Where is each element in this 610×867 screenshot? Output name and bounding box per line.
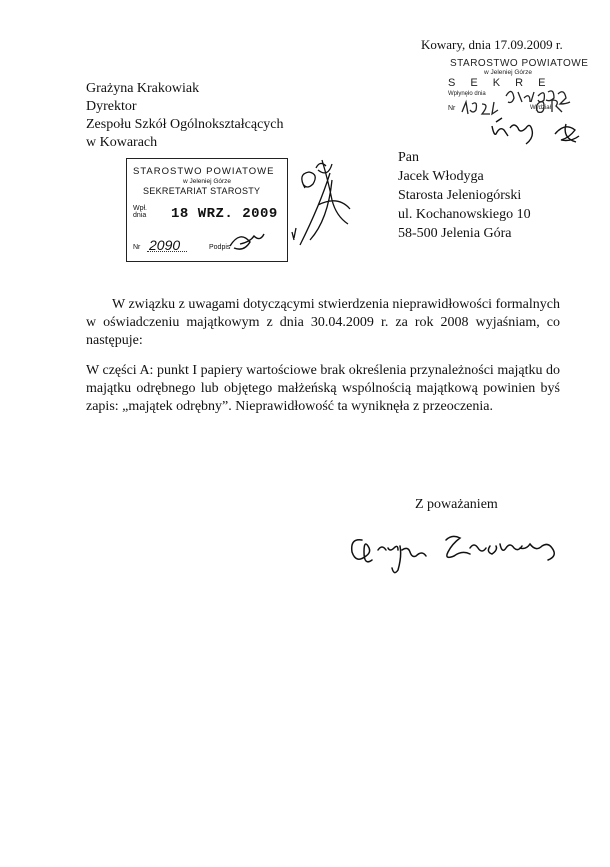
stamp-box-subtitle: w Jeleniej Górze — [183, 178, 232, 185]
body-paragraph-2: W części A: punkt I papiery wartościowe brak określenia przynależności majątku do majątku odrębnego lub objętego małżeńską wspólnością majątkową powinien byś zapis: „majątek odrębny”. Nieprawidłowość ta wyniknęła z przeoczenia. — [86, 363, 560, 414]
place-date: Kowary, dnia 17.09.2009 r. — [421, 37, 563, 52]
sender-name: Grażyna Krakowiak — [86, 81, 200, 96]
sender-city: w Kowarach — [86, 135, 158, 150]
recipient-postal-city: 58-500 Jelenia Góra — [398, 226, 512, 241]
stamp-box-nr-label: Nr — [133, 244, 141, 251]
stamp-top-sekretariat: S E K R E — [448, 77, 552, 89]
stamp-top-received-label: Wpłynęło dnia — [448, 91, 486, 97]
decree-scribble — [292, 160, 350, 245]
recipient-salutation: Pan — [398, 150, 419, 165]
stamp-box-signature-label: Podpis — [209, 244, 231, 251]
body-paragraph-1: W związku z uwagami dotyczącymi stwierdzenia nieprawidłowości formalnych w oświadczeniu majątkowym z dnia 30.04.2009 r. za rok 2008 wyjaśniam, co następuje: — [86, 297, 560, 348]
stamp-box-wpl-label: Wpł. — [133, 205, 147, 212]
decree-initials — [492, 118, 579, 144]
stamp-top-title: STAROSTWO POWIATOWE — [450, 58, 589, 69]
stamp-top-nr-label: Nr — [448, 105, 456, 112]
sender-institution: Zespołu Szkół Ogólnokształcących — [86, 117, 284, 132]
recipient-position: Starosta Jeleniogórski — [398, 188, 522, 203]
stamp-box-nr-handwritten: 2090 — [149, 237, 181, 253]
stamp-top-handwritten-date — [506, 91, 570, 104]
closing-phrase: Z poważaniem — [415, 497, 498, 512]
stamp-top-subtitle: w Jeleniej Górze — [484, 69, 533, 76]
stamp-box-date: 18 WRZ. 2009 — [171, 206, 278, 222]
handwritten-signature — [352, 536, 555, 572]
stamp-top-department-label: Wydział — [530, 105, 551, 111]
recipient-name: Jacek Włodyga — [398, 169, 484, 184]
stamp-box-title: STAROSTWO POWIATOWE — [133, 166, 275, 177]
stamp-box-dnia-label: dnia — [133, 212, 147, 219]
sender-position: Dyrektor — [86, 99, 137, 114]
recipient-street: ul. Kochanowskiego 10 — [398, 207, 531, 222]
stamp-box-handwritten-signature — [230, 234, 264, 249]
stamp-box-sekretariat: SEKRETARIAT STAROSTY — [143, 186, 261, 196]
stamp-top-handwritten-department — [536, 100, 562, 112]
stamp-top-handwritten-number — [462, 102, 498, 114]
